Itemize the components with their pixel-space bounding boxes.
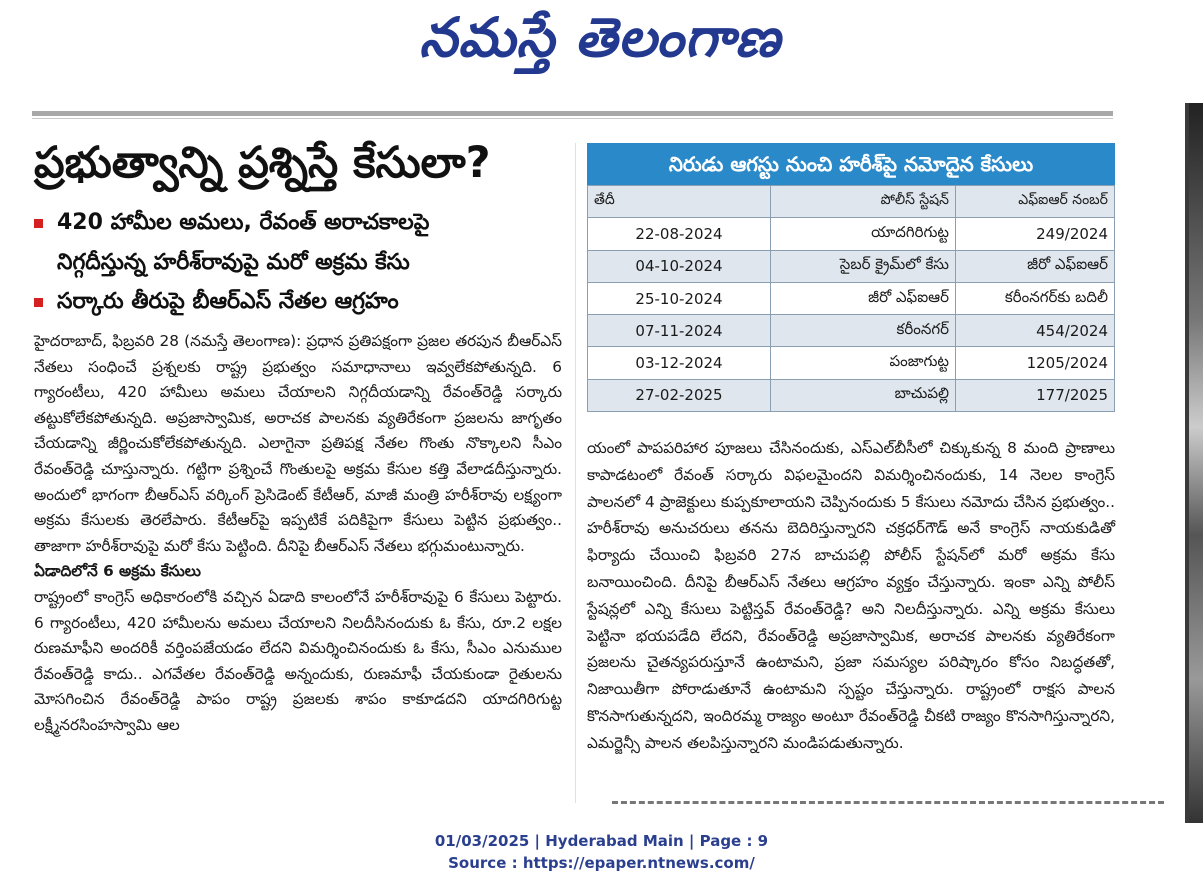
footer-source-link[interactable]: Source : https://epaper.ntnews.com/ (448, 854, 755, 872)
table-cell-station: జీరో ఎఫ్ఐఆర్ (771, 282, 956, 314)
column-divider (575, 143, 576, 803)
header-rule (32, 111, 1113, 116)
table-cell-fir: 454/2024 (956, 315, 1115, 347)
cases-table-box (587, 143, 1115, 412)
table-row (588, 315, 1115, 347)
bullet-point-1 (34, 210, 429, 240)
bullet-text: సర్కారు తీరుపై బీఆర్ఎస్ నేతల ఆగ్రహం (57, 289, 399, 314)
table-cell-fir: 1205/2024 (956, 347, 1115, 379)
bullet-point-1-cont: నిగ్గదీస్తున్న హరీశ్‌రావుపై మరో అక్రమ కేసు (57, 250, 410, 275)
newspaper-logo: నమస్తే తెలంగాణ (419, 6, 781, 69)
table-header-cell: ఎఫ్ఐఆర్ నంబర్ (956, 186, 1115, 218)
cases-table (587, 185, 1115, 412)
adjacent-photo-edge (1185, 103, 1203, 823)
table-cell-fir: జీరో ఎఫ్ఐఆర్ (956, 250, 1115, 282)
table-cell-date: 07-11-2024 (588, 315, 771, 347)
table-cell-station: కరీంనగర్ (771, 315, 956, 347)
table-cell-station: యాదగిరిగుట్ట (771, 218, 956, 250)
page-footer (0, 830, 1203, 874)
table-cell-station: సైబర్ క్రైమ్‌లో కేసు (771, 250, 956, 282)
table-cell-date: 22-08-2024 (588, 218, 771, 250)
table-header-cell: పోలీస్ స్టేషన్ (771, 186, 956, 218)
table-row (588, 218, 1115, 250)
table-cell-date: 03-12-2024 (588, 347, 771, 379)
table-header-row (588, 186, 1115, 218)
table-row (588, 347, 1115, 379)
table-cell-station: బాచుపల్లి (771, 379, 956, 411)
table-cell-date: 25-10-2024 (588, 282, 771, 314)
paragraph: యంలో పాపపరిహార పూజలు చేసినందుకు, ఎస్ఎల్‌బీసీలో చిక్కుకున్న 8 మంది ప్రాణాలు కాపాడటంలో రేవంత్ సర్కారు విఫలమైందని విమర్శించినందుకు, 14 నెలల కాంగ్రెస్ పాలనలో 4 ప్రాజెక్టులు కుప్పకూలాయని చెప్పినందుకు 5 కేసులు నమోదు చేసిన ప్రభుత్వం.. హరీశ్‌రావు అనుచరులు తనను బెదిరిస్తున్నారని చక్రధర్‌గౌడ్ అనే కాంగ్రెస్ నాయకుడితో ఫిర్యాదు చేయించి ఫిబ్రవరి 27న బాచుపల్లి పోలీస్ స్టేషన్‌లో మరో అక్రమ కేసు బనాయించింది. దీనిపై బీఆర్ఎస్ నేతలు ఆగ్రహం వ్యక్తం చేస్తున్నారు. ఇంకా ఎన్ని పోలీస్ స్టేషన్లలో ఎన్ని కేసులు పెట్టిస్తవ్ రేవంత్‌రెడ్డి? అని నిలదీస్తున్నారు. ఎన్ని అక్రమ కేసులు పెట్టినా భయపడేది లేదని, రేవంత్‌రెడ్డి అప్రజాస్వామిక, అరాచక పాలనకు వ్యతిరేకంగా ప్రజలను చైతన్యపరుస్తూనే ఉంటామని, ప్రజా సమస్యల పరిష్కారం కోసం నిబద్ధతతో, నిజాయితీగా పోరాడుతూనే ఉంటామని స్పష్టం చేస్తున్నారు. రాష్ట్రంలో రాక్షస పాలన కొనసాగుతున్నదని, ఇందిరమ్మ రాజ్యం అంటూ రేవంత్‌రెడ్డి చీకటి రాజ్యం కొనసాగిస్తున్నారని, ఎమర్జెన్సీ పాలన తలపిస్తున్నారని మండిపడుతున్నారు. (587, 439, 1115, 752)
masthead (0, 0, 1203, 95)
bullet-square-icon (34, 298, 43, 307)
table-cell-station: పంజాగుట్ట (771, 347, 956, 379)
footer-edition-info: 01/03/2025 | Hyderabad Main | Page : 9 (434, 832, 769, 850)
dashed-separator (612, 801, 1164, 804)
paragraph: రాష్ట్రంలో కాంగ్రెస్ అధికారంలోకి వచ్చిన ఏడాది కాలంలోనే హరీశ్‌రావుపై 6 కేసులు పెట్టారు. 6 గ్యారంటీలు, 420 హామీలను అమలు చేయాలని నిలదీసినందుకు ఓ కేసు, రూ.2 లక్షల రుణమాఫీని అందరికీ వర్తింపజేయడం లేదని విమర్శించినందుకు ఓ కేసు, సీఎం ఎనుముల రేవంత్‌రెడ్డి కాదు.. ఎగవేతల రేవంత్‌రెడ్డి అన్నందుకు, రుణమాఫీ చేయకుండా రైతులను మోసగించిన రేవంత్‌రెడ్డి పాపం రాష్ట్ర ప్రజలకు శాపం కాకూడదని యాదగిరిగుట్ట లక్ష్మీనరసింహస్వామి ఆల (34, 587, 562, 734)
table-cell-fir: కరీంనగర్‌కు బదిలీ (956, 282, 1115, 314)
header-rule-thin (32, 118, 1113, 119)
table-row (588, 379, 1115, 411)
bullet-point-2 (34, 289, 399, 319)
table-title: నిరుడు ఆగస్టు నుంచి హరీశ్‌పై నమోదైన కేసులు (587, 143, 1115, 185)
article-headline: ప్రభుత్వాన్ని ప్రశ్నిస్తే కేసులా? (34, 138, 491, 188)
table-row (588, 250, 1115, 282)
left-column-body (34, 329, 562, 739)
table-cell-fir: 177/2025 (956, 379, 1115, 411)
table-cell-date: 27-02-2025 (588, 379, 771, 411)
right-column-body (587, 435, 1115, 757)
table-cell-fir: 249/2024 (956, 218, 1115, 250)
paragraph: హైదరాబాద్, ఫిబ్రవరి 28 (నమస్తే తెలంగాణ): ప్రధాన ప్రతిపక్షంగా ప్రజల తరపున బీఆర్ఎస్ నేతలు సంధించే ప్రశ్నలకు రాష్ట్ర ప్రభుత్వం సమాధానాలు ఇవ్వలేకపోతున్నది. 6 గ్యారంటీలు, 420 హామీలు అమలు చేయాలని నిగ్గదీయడాన్ని రేవంత్‌రెడ్డి సర్కారు తట్టుకోలేకపోతున్నది. అప్రజాస్వామిక, అరాచక పాలనకు వ్యతిరేకంగా ప్రజలను జాగృతం చేయడాన్ని జీర్ణించుకోలేకపోతున్నది. ఎలాగైనా ప్రతిపక్ష నేతల గొంతు నొక్కాలని సీఎం రేవంత్‌రెడ్డి చూస్తున్నారు. గట్టిగా ప్రశ్నించే గొంతులపై అక్రమ కేసుల కత్తి వేలాడదీస్తున్నారు. అందులో భాగంగా బీఆర్ఎస్ వర్కింగ్ ప్రెసిడెంట్ కేటీఆర్, మాజీ మంత్రి హరీశ్‌రావు లక్ష్యంగా అక్రమ కేసులకు తెరలేపారు. కేటీఆర్‌పై ఇప్పటికే పదికిపైగా కేసులు పెట్టిన ప్రభుత్వం.. తాజాగా హరీశ్‌రావుపై మరో కేసు పెట్టింది. దీనిపై బీఆర్ఎస్ నేతలు భగ్గుమంటున్నారు. (34, 332, 562, 555)
subheading: ఏడాదిలోనే 6 అక్రమ కేసులు (34, 562, 201, 581)
table-header-cell: తేదీ (588, 186, 771, 218)
bullet-text: 420 హామీల అమలు, రేవంత్ అరాచకాలపై (57, 210, 430, 235)
table-row (588, 282, 1115, 314)
bullet-square-icon (34, 219, 43, 228)
photo-image (1189, 103, 1203, 823)
table-cell-date: 04-10-2024 (588, 250, 771, 282)
